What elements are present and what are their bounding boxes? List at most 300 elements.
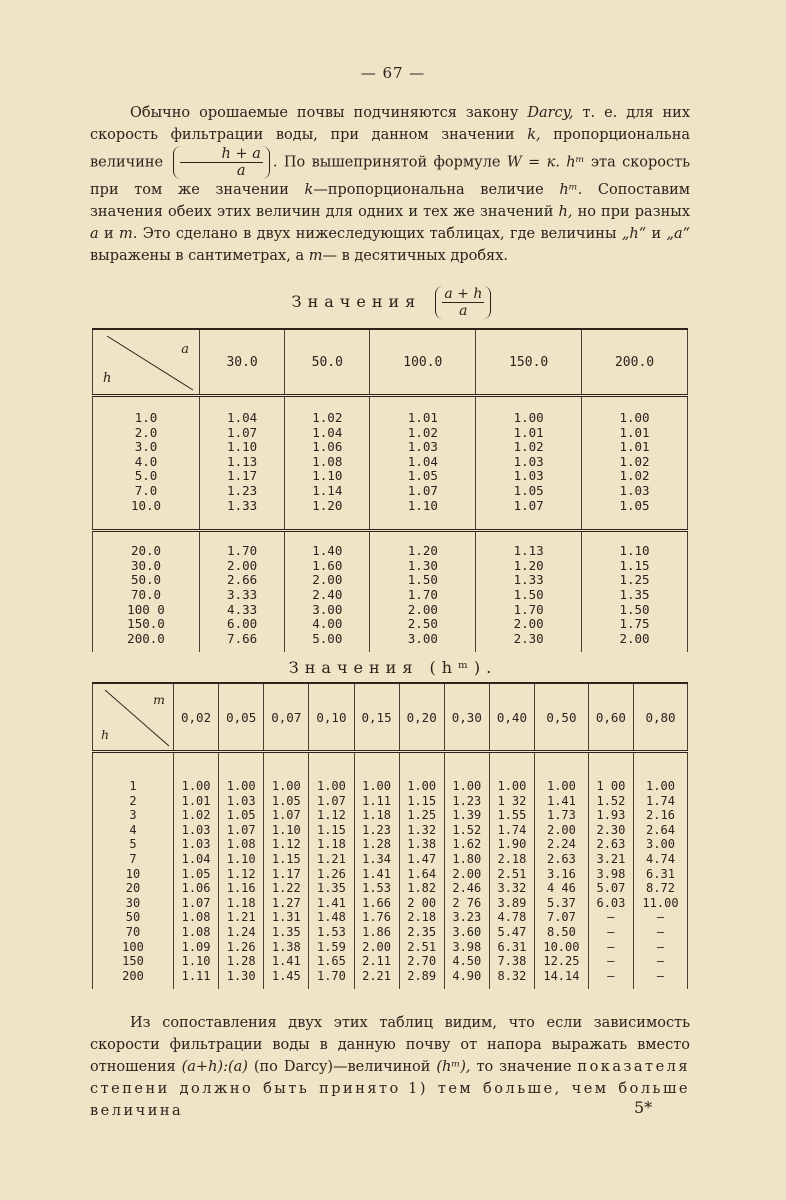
value-cell: 2.00 bbox=[200, 559, 285, 574]
row-label-cell: 150 bbox=[93, 954, 174, 969]
value-cell: 1.00 bbox=[354, 752, 399, 794]
value-cell: 4.74 bbox=[633, 852, 687, 867]
table-row bbox=[93, 469, 688, 484]
table2-col-header: 0,40 bbox=[489, 683, 534, 752]
value-cell: 1.70 bbox=[370, 588, 476, 603]
value-cell: 8.50 bbox=[535, 925, 589, 940]
value-cell: 1.20 bbox=[370, 531, 476, 559]
table2-corner-m: m bbox=[153, 692, 165, 707]
table2-col-header: 0,30 bbox=[444, 683, 489, 752]
value-cell: 1.00 bbox=[582, 396, 688, 426]
value-cell: 1.00 bbox=[309, 752, 354, 794]
value-cell: 1.00 bbox=[633, 752, 687, 794]
intro-text-2: т. е. для них скорость фильтрации воды, при данном значении bbox=[90, 105, 690, 143]
intro-and-2: и bbox=[651, 226, 662, 242]
value-cell: 8.72 bbox=[633, 881, 687, 896]
table1-title bbox=[0, 286, 786, 319]
value-cell: 1.03 bbox=[476, 455, 582, 470]
value-cell: 1.09 bbox=[174, 940, 219, 955]
var-m: m. bbox=[119, 226, 138, 242]
outro-text-4: показателя степени должно быть принято bbox=[90, 1059, 691, 1097]
table1-corner-cell bbox=[93, 329, 200, 396]
value-cell: 1.17 bbox=[264, 867, 309, 882]
value-cell: 2.24 bbox=[535, 837, 589, 852]
table1-col-header: 200.0 bbox=[582, 329, 688, 396]
value-cell: 1.73 bbox=[535, 808, 589, 823]
value-cell: 1.04 bbox=[200, 396, 285, 426]
value-cell: 1.24 bbox=[219, 925, 264, 940]
row-label-cell: 70 bbox=[93, 925, 174, 940]
value-cell: 1.01 bbox=[582, 440, 688, 455]
value-cell: 1.03 bbox=[174, 837, 219, 852]
value-cell: 1.11 bbox=[174, 969, 219, 990]
value-cell: 1.12 bbox=[219, 867, 264, 882]
value-cell: 1.02 bbox=[582, 455, 688, 470]
value-cell: 2.70 bbox=[399, 954, 444, 969]
value-cell: 1.53 bbox=[354, 881, 399, 896]
table2-col-header: 0,80 bbox=[633, 683, 687, 752]
table-row bbox=[93, 881, 688, 896]
value-cell: 1.35 bbox=[264, 925, 309, 940]
value-cell: 2.46 bbox=[444, 881, 489, 896]
value-cell: 3.32 bbox=[489, 881, 534, 896]
value-cell: 1.07 bbox=[174, 896, 219, 911]
intro-text-7: Сопоставим значения обеих этих величин для одних и тех же значений bbox=[90, 182, 691, 220]
value-cell: 1.07 bbox=[309, 794, 354, 809]
intro-text-9: Это сделано в двух нижеследующих таблицах, где величины bbox=[142, 226, 617, 242]
value-cell: 2.00 bbox=[354, 940, 399, 955]
value-cell: 1.52 bbox=[444, 823, 489, 838]
value-cell: 1.15 bbox=[309, 823, 354, 838]
value-cell: 4.78 bbox=[489, 910, 534, 925]
value-cell: 1.17 bbox=[200, 469, 285, 484]
value-cell: — bbox=[633, 925, 687, 940]
value-cell: 1.62 bbox=[444, 837, 489, 852]
value-cell: 1.50 bbox=[476, 588, 582, 603]
table-row bbox=[93, 940, 688, 955]
value-cell: 1.10 bbox=[174, 954, 219, 969]
value-cell: 1.33 bbox=[476, 573, 582, 588]
table-row bbox=[93, 531, 688, 559]
table2-title: Значения (hᵐ). bbox=[288, 658, 498, 677]
row-label-cell: 3.0 bbox=[93, 440, 200, 455]
value-cell: 1.04 bbox=[174, 852, 219, 867]
value-cell: 1.07 bbox=[476, 499, 582, 531]
value-cell: 1.70 bbox=[476, 603, 582, 618]
value-cell: 1.41 bbox=[535, 794, 589, 809]
table-row bbox=[93, 588, 688, 603]
value-cell: 1.08 bbox=[174, 925, 219, 940]
value-cell: 2.66 bbox=[200, 573, 285, 588]
value-cell: 1.80 bbox=[444, 852, 489, 867]
outro-text-5: 1) тем больше, чем больше величина bbox=[90, 1081, 691, 1119]
value-cell: 1.75 bbox=[582, 617, 688, 632]
value-cell: 1.12 bbox=[309, 808, 354, 823]
value-cell: 1.28 bbox=[354, 837, 399, 852]
value-cell: 1.01 bbox=[582, 426, 688, 441]
value-cell: 1.50 bbox=[370, 573, 476, 588]
value-cell: 1.52 bbox=[588, 794, 633, 809]
table1-col-header: 150.0 bbox=[476, 329, 582, 396]
value-cell: 1.15 bbox=[582, 559, 688, 574]
quoted-a: „a“ bbox=[666, 226, 691, 242]
table-row bbox=[93, 603, 688, 618]
value-cell: 1.10 bbox=[200, 440, 285, 455]
outro-hm: (hᵐ), bbox=[436, 1059, 471, 1075]
row-label-cell: 1.0 bbox=[93, 396, 200, 426]
fraction-numerator: h + a bbox=[180, 146, 263, 163]
value-cell: 4 46 bbox=[535, 881, 589, 896]
value-cell: 3.16 bbox=[535, 867, 589, 882]
table1-col-header: 30.0 bbox=[200, 329, 285, 396]
value-cell: 1.31 bbox=[264, 910, 309, 925]
value-cell: 1.00 bbox=[219, 752, 264, 794]
value-cell: 1.20 bbox=[285, 499, 370, 531]
value-cell: 6.31 bbox=[633, 867, 687, 882]
value-cell: 1.93 bbox=[588, 808, 633, 823]
value-cell: — bbox=[588, 969, 633, 990]
table2-col-header: 0,02 bbox=[174, 683, 219, 752]
value-cell: 7.66 bbox=[200, 632, 285, 653]
table2-body bbox=[93, 752, 688, 990]
table-row bbox=[93, 426, 688, 441]
row-label-cell: 100 bbox=[93, 940, 174, 955]
table2-header-row bbox=[93, 683, 688, 752]
value-cell: 3.98 bbox=[444, 940, 489, 955]
value-cell: 2.30 bbox=[588, 823, 633, 838]
row-label-cell: 70.0 bbox=[93, 588, 200, 603]
value-cell: 1.22 bbox=[264, 881, 309, 896]
table-row bbox=[93, 969, 688, 990]
page-number: — 67 — bbox=[360, 64, 426, 82]
intro-and: и bbox=[104, 226, 114, 242]
value-cell: 1.70 bbox=[200, 531, 285, 559]
fraction-denominator: a bbox=[236, 163, 246, 179]
value-cell: 1.03 bbox=[370, 440, 476, 455]
value-cell: 1.23 bbox=[444, 794, 489, 809]
value-cell: 2.63 bbox=[535, 852, 589, 867]
value-cell: 11.00 bbox=[633, 896, 687, 911]
value-cell: 1.25 bbox=[399, 808, 444, 823]
value-cell: 1.01 bbox=[174, 794, 219, 809]
signature-mark: 5* bbox=[634, 1098, 653, 1117]
value-cell: 1.70 bbox=[309, 969, 354, 990]
value-cell: 6.00 bbox=[200, 617, 285, 632]
value-cell: 1 00 bbox=[588, 752, 633, 794]
table1-group2 bbox=[93, 531, 688, 653]
value-cell: 3.60 bbox=[444, 925, 489, 940]
row-label-cell: 50.0 bbox=[93, 573, 200, 588]
intro-paragraph bbox=[90, 102, 690, 267]
value-cell: 1.53 bbox=[309, 925, 354, 940]
value-cell: 1.30 bbox=[219, 969, 264, 990]
value-cell: 1.05 bbox=[174, 867, 219, 882]
value-cell: 1.25 bbox=[582, 573, 688, 588]
value-cell: 1 32 bbox=[489, 794, 534, 809]
intro-text-3: пропорциональна величине bbox=[90, 127, 690, 171]
value-cell: 1.00 bbox=[444, 752, 489, 794]
value-cell: 1.00 bbox=[535, 752, 589, 794]
value-cell: 4.90 bbox=[444, 969, 489, 990]
row-label-cell: 30 bbox=[93, 896, 174, 911]
value-cell: 14.14 bbox=[535, 969, 589, 990]
table2-corner-cell bbox=[93, 683, 174, 752]
value-cell: 1.27 bbox=[264, 896, 309, 911]
value-cell: 1.48 bbox=[309, 910, 354, 925]
outro-ratio: (a+h):(a) bbox=[181, 1059, 248, 1075]
row-label-cell: 4 bbox=[93, 823, 174, 838]
value-cell: 5.37 bbox=[535, 896, 589, 911]
value-cell: 4.50 bbox=[444, 954, 489, 969]
intro-text-11: — в десятичных дробях. bbox=[322, 248, 508, 264]
value-cell: 2.00 bbox=[444, 867, 489, 882]
table2-col-header: 0,15 bbox=[354, 683, 399, 752]
quoted-h: „h“ bbox=[621, 226, 647, 242]
value-cell: 3.00 bbox=[633, 837, 687, 852]
value-cell: 1.23 bbox=[200, 484, 285, 499]
table2 bbox=[92, 682, 688, 989]
value-cell: 1.21 bbox=[309, 852, 354, 867]
table-row bbox=[93, 910, 688, 925]
row-label-cell: 7 bbox=[93, 852, 174, 867]
value-cell: 1.47 bbox=[399, 852, 444, 867]
table2-col-header: 0,10 bbox=[309, 683, 354, 752]
var-k-2: k bbox=[304, 182, 314, 198]
value-cell: 6.03 bbox=[588, 896, 633, 911]
value-cell: 2.11 bbox=[354, 954, 399, 969]
table-row bbox=[93, 440, 688, 455]
value-cell: — bbox=[588, 940, 633, 955]
value-cell: 7.38 bbox=[489, 954, 534, 969]
table-row bbox=[93, 954, 688, 969]
value-cell: — bbox=[633, 940, 687, 955]
value-cell: 1.38 bbox=[399, 837, 444, 852]
var-h: h, bbox=[558, 204, 573, 220]
value-cell: 3.98 bbox=[588, 867, 633, 882]
table1-title-text: Значения bbox=[291, 292, 422, 311]
value-cell: 2.18 bbox=[489, 852, 534, 867]
intro-text-4: . По вышепринятой формуле bbox=[272, 154, 501, 171]
var-m-2: m bbox=[308, 248, 323, 264]
value-cell: 4.33 bbox=[200, 603, 285, 618]
value-cell: 4.00 bbox=[285, 617, 370, 632]
value-cell: 1.00 bbox=[489, 752, 534, 794]
value-cell: 1.15 bbox=[399, 794, 444, 809]
value-cell: 1.65 bbox=[309, 954, 354, 969]
value-cell: 12.25 bbox=[535, 954, 589, 969]
value-cell: 1.03 bbox=[219, 794, 264, 809]
value-cell: 1.76 bbox=[354, 910, 399, 925]
value-cell: 1.10 bbox=[582, 531, 688, 559]
intro-text-1: Обычно орошаемые почвы подчиняются закону bbox=[130, 105, 519, 121]
value-cell: 1.66 bbox=[354, 896, 399, 911]
value-cell: 5.47 bbox=[489, 925, 534, 940]
row-label-cell: 1 bbox=[93, 752, 174, 794]
value-cell: 1.00 bbox=[264, 752, 309, 794]
value-cell: 2.63 bbox=[588, 837, 633, 852]
table1-col-header: 50.0 bbox=[285, 329, 370, 396]
table1-corner-a: a bbox=[181, 342, 189, 357]
value-cell: 1.00 bbox=[399, 752, 444, 794]
row-label-cell: 5.0 bbox=[93, 469, 200, 484]
row-label-cell: 30.0 bbox=[93, 559, 200, 574]
value-cell: 2.89 bbox=[399, 969, 444, 990]
value-cell: 1.45 bbox=[264, 969, 309, 990]
value-cell: 1.02 bbox=[582, 469, 688, 484]
value-cell: 1.23 bbox=[354, 823, 399, 838]
table-row bbox=[93, 484, 688, 499]
value-cell: 2.00 bbox=[285, 573, 370, 588]
row-label-cell: 100 0 bbox=[93, 603, 200, 618]
value-cell: 1.40 bbox=[285, 531, 370, 559]
value-cell: 1.13 bbox=[476, 531, 582, 559]
value-cell: 1.74 bbox=[633, 794, 687, 809]
outro-paragraph bbox=[90, 1012, 690, 1122]
value-cell: 2.00 bbox=[370, 603, 476, 618]
value-cell: 1.05 bbox=[219, 808, 264, 823]
value-cell: 1.07 bbox=[370, 484, 476, 499]
var-a: a bbox=[90, 226, 99, 242]
value-cell: 2.51 bbox=[399, 940, 444, 955]
value-cell: 1.03 bbox=[582, 484, 688, 499]
row-label-cell: 200 bbox=[93, 969, 174, 990]
value-cell: 1.08 bbox=[219, 837, 264, 852]
value-cell: 1.26 bbox=[219, 940, 264, 955]
value-cell: 1.10 bbox=[370, 499, 476, 531]
value-cell: 2.18 bbox=[399, 910, 444, 925]
value-cell: — bbox=[588, 910, 633, 925]
value-cell: 1.00 bbox=[174, 752, 219, 794]
value-cell: 3.23 bbox=[444, 910, 489, 925]
table1 bbox=[92, 328, 688, 652]
value-cell: 1.35 bbox=[309, 881, 354, 896]
row-label-cell: 150.0 bbox=[93, 617, 200, 632]
table1-title-fraction bbox=[435, 286, 491, 319]
intro-text-6: —пропорциональна величие bbox=[313, 182, 544, 198]
value-cell: 2.16 bbox=[633, 808, 687, 823]
value-cell: 1.41 bbox=[264, 954, 309, 969]
value-cell: 5.00 bbox=[285, 632, 370, 653]
value-cell: 1.28 bbox=[219, 954, 264, 969]
value-cell: 1.90 bbox=[489, 837, 534, 852]
value-cell: 1.00 bbox=[476, 396, 582, 426]
value-cell: 1.60 bbox=[285, 559, 370, 574]
value-cell: 8.32 bbox=[489, 969, 534, 990]
fraction-h-plus-a bbox=[173, 146, 270, 179]
table1-col-header: 100.0 bbox=[370, 329, 476, 396]
value-cell: 2.64 bbox=[633, 823, 687, 838]
value-cell: 1.18 bbox=[309, 837, 354, 852]
darcy-name: Darcy, bbox=[527, 105, 574, 121]
outro-text-1: Из сопоставления двух этих таблиц видим, что если зависимость скорости фильтрации воды в данную почву от напора выражать вместо отношения bbox=[90, 1015, 690, 1075]
table-row bbox=[93, 823, 688, 838]
row-label-cell: 20.0 bbox=[93, 531, 200, 559]
row-label-cell: 3 bbox=[93, 808, 174, 823]
value-cell: 1.02 bbox=[285, 396, 370, 426]
value-cell: 2.00 bbox=[476, 617, 582, 632]
var-k: k, bbox=[527, 127, 541, 143]
row-label-cell: 200.0 bbox=[93, 632, 200, 653]
table-row bbox=[93, 396, 688, 426]
table-row bbox=[93, 499, 688, 531]
value-cell: 1.08 bbox=[285, 455, 370, 470]
value-cell: — bbox=[588, 925, 633, 940]
intro-text-10: выражены в сантиметрах, а bbox=[90, 248, 305, 264]
value-cell: 3.33 bbox=[200, 588, 285, 603]
row-label-cell: 10 bbox=[93, 867, 174, 882]
value-cell: 1.41 bbox=[354, 867, 399, 882]
table-row bbox=[93, 632, 688, 653]
row-label-cell: 50 bbox=[93, 910, 174, 925]
value-cell: 1.05 bbox=[264, 794, 309, 809]
outro-text-3: то значение bbox=[476, 1059, 572, 1075]
value-cell: 2 76 bbox=[444, 896, 489, 911]
value-cell: 2.50 bbox=[370, 617, 476, 632]
value-cell: 1.03 bbox=[174, 823, 219, 838]
value-cell: 5.07 bbox=[588, 881, 633, 896]
table1-fraction-denominator: a bbox=[459, 303, 468, 319]
row-label-cell: 4.0 bbox=[93, 455, 200, 470]
row-label-cell: 2 bbox=[93, 794, 174, 809]
value-cell: 1.05 bbox=[476, 484, 582, 499]
value-cell: 2.40 bbox=[285, 588, 370, 603]
row-label-cell: 10.0 bbox=[93, 499, 200, 531]
value-cell: 1.07 bbox=[219, 823, 264, 838]
value-cell: 1.07 bbox=[264, 808, 309, 823]
value-cell: 1.18 bbox=[354, 808, 399, 823]
value-cell: 1.86 bbox=[354, 925, 399, 940]
value-cell: 1.21 bbox=[219, 910, 264, 925]
value-cell: 1.06 bbox=[285, 440, 370, 455]
value-cell: 1.11 bbox=[354, 794, 399, 809]
value-cell: 1.02 bbox=[174, 808, 219, 823]
value-cell: 1.33 bbox=[200, 499, 285, 531]
value-cell: 2.30 bbox=[476, 632, 582, 653]
table1-group1 bbox=[93, 396, 688, 531]
table1-header-row bbox=[93, 329, 688, 396]
intro-text-5: эта скорость при том же значении bbox=[90, 154, 691, 198]
value-cell: 1.15 bbox=[264, 852, 309, 867]
value-cell: 1.55 bbox=[489, 808, 534, 823]
table2-col-header: 0,20 bbox=[399, 683, 444, 752]
value-cell: — bbox=[633, 910, 687, 925]
table1-fraction-numerator: a + h bbox=[444, 286, 483, 302]
value-cell: 1.06 bbox=[174, 881, 219, 896]
value-cell: 7.07 bbox=[535, 910, 589, 925]
table-row bbox=[93, 455, 688, 470]
value-cell: 1.16 bbox=[219, 881, 264, 896]
value-cell: 1.10 bbox=[264, 823, 309, 838]
var-hm: hᵐ. bbox=[559, 182, 583, 198]
table1-corner-h: h bbox=[103, 371, 112, 386]
table2-corner-h: h bbox=[101, 727, 110, 742]
value-cell: 3.00 bbox=[370, 632, 476, 653]
table-row bbox=[93, 573, 688, 588]
value-cell: 1.14 bbox=[285, 484, 370, 499]
value-cell: 1.26 bbox=[309, 867, 354, 882]
intro-text-8: но при разных bbox=[577, 204, 690, 220]
value-cell: 2.51 bbox=[489, 867, 534, 882]
table-row bbox=[93, 794, 688, 809]
table2-col-header: 0,05 bbox=[219, 683, 264, 752]
value-cell: 2.00 bbox=[535, 823, 589, 838]
value-cell: 1.74 bbox=[489, 823, 534, 838]
value-cell: 1.30 bbox=[370, 559, 476, 574]
value-cell: 1.04 bbox=[370, 455, 476, 470]
table-row bbox=[93, 852, 688, 867]
value-cell: 1.41 bbox=[309, 896, 354, 911]
row-label-cell: 5 bbox=[93, 837, 174, 852]
